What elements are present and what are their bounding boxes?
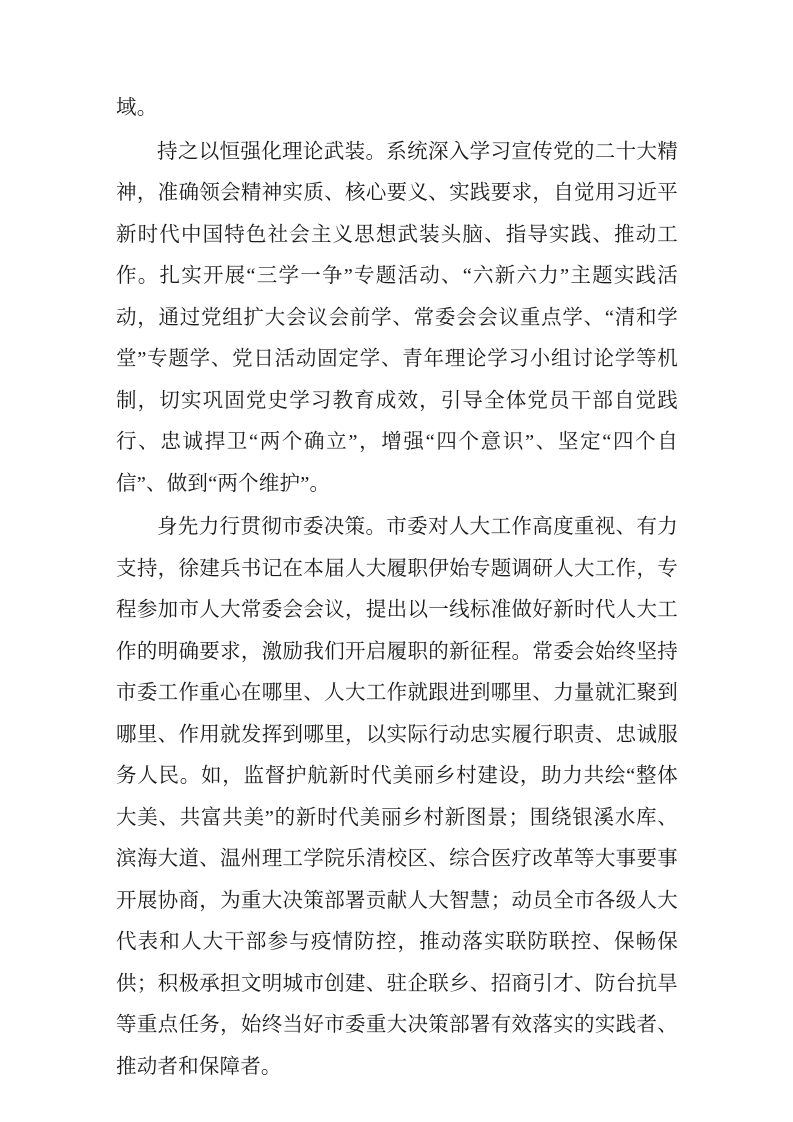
paragraph: 持之以恒强化理论武装。系统深入学习宣传党的二十大精神，准确领会精神实质、核心要义、实践要求，自觉用习近平新时代中国特色社会主义思想武装头脑、指导实践、推动工作。扎实开展“三学一争”专题活动、“六新六力”主题实践活动，通过党组扩大会议会前学、常委会会议重点学、“清和学堂”专题学、党日活动固定学、青年理论学习小组讨论学等机制，切实巩固党史学习教育成效，引导全体党员干部自觉践行、忠诚捍卫“两个确立”，增强“四个意识”、坚定“四个自信”、做到“两个维护”。 <box>116 140 678 495</box>
document-body <box>116 88 678 1090</box>
paragraph: 身先力行贯彻市委决策。市委对人大工作高度重视、有力支持，徐建兵书记在本届人大履职伊始专题调研人大工作，专程参加市人大常委会会议，提出以一线标准做好新时代人大工作的明确要求，激励我们开启履职的新征程。常委会始终坚持市委工作重心在哪里、人大工作就跟进到哪里、力量就汇聚到哪里、作用就发挥到哪里，以实际行动忠实履行职责、忠诚服务人民。如，监督护航新时代美丽乡村建设，助力共绘“整体大美、共富共美”的新时代美丽乡村新图景；围绕银溪水库、滨海大道、温州理工学院乐清校区、综合医疗改革等大事要事开展协商，为重大决策部署贡献人大智慧；动员全市各级人大代表和人大干部参与疫情防控，推动落实联防联控、保畅保供；积极承担文明城市创建、驻企联乡、招商引才、防台抗旱等重点任务，始终当好市委重大决策部署有效落实的实践者、推动者和保障者。 <box>116 516 678 1078</box>
paragraph: 域。 <box>116 97 158 119</box>
